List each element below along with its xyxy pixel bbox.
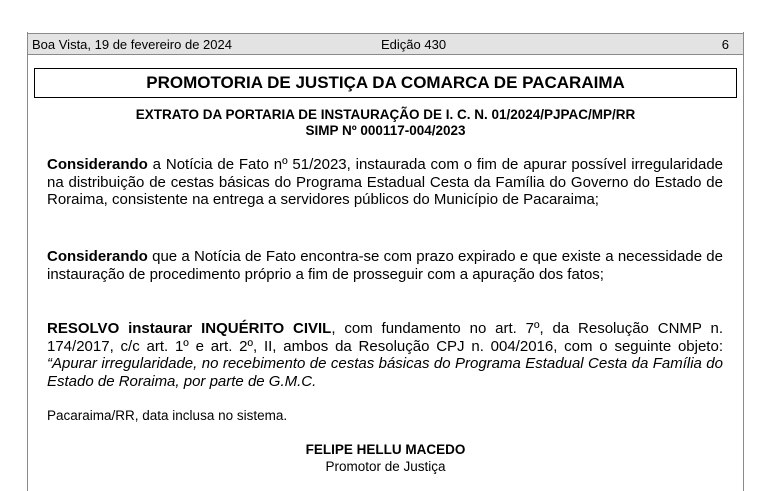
paragraph-text: a Notícia de Fato nº 51/2023, instaurada com o fim de apurar possível irregularidade na distribuição de cestas básicas do Programa Estadual Cesta da Família do Governo do Estado de Roraima, consistente na entrega a servidores públicos do Município de Pacaraima; <box>47 156 723 208</box>
paragraph-text: que a Notícia de Fato encontra-se com prazo expirado e que existe a necessidade de instauração de procedimento próprio a fim de prosseguir com a apuração dos fatos; <box>47 248 723 283</box>
paragraph-considerando-2 <box>47 248 723 283</box>
paragraph-lead: RESOLVO instaurar INQUÉRITO CIVIL <box>47 320 332 337</box>
gazette-header <box>28 33 743 55</box>
paragraph-resolvo <box>47 320 723 390</box>
extract-title: EXTRATO DA PORTARIA DE INSTAURAÇÃO DE I. C. N. 01/2024/PJPAC/MP/RR <box>135 107 636 122</box>
left-margin-rule <box>27 32 28 491</box>
right-margin-rule <box>743 32 744 491</box>
header-date: Boa Vista, 19 de fevereiro de 2024 <box>32 37 232 52</box>
paragraph-considerando-1 <box>47 156 723 209</box>
header-page-number: 6 <box>721 37 729 52</box>
paragraph-lead: Considerando <box>47 248 148 265</box>
signature-name: FELIPE HELLU MACEDO <box>305 442 466 457</box>
closing-line: Pacaraima/RR, data inclusa no sistema. <box>47 408 288 423</box>
paragraph-text: , com fundamento no art. 7º, da Resolução CNMP n. 174/2017, c/c art. 1º e art. 2º, II, ambos da Resolução CPJ n. 004/2016, com o seguinte objeto: <box>47 320 723 355</box>
simp-number: SIMP Nº 000117-004/2023 <box>305 123 466 138</box>
paragraph-lead: Considerando <box>47 156 148 173</box>
header-edition: Edição 430 <box>381 37 447 52</box>
paragraph-quote: “Apurar irregularidade, no recebimento de cestas básicas do Programa Estadual Cesta da Família do Estado de Roraima, por parte de G.M.C. <box>47 355 723 390</box>
signature-role: Promotor de Justiça <box>325 459 446 474</box>
document-title: PROMOTORIA DE JUSTIÇA DA COMARCA DE PACARAIMA <box>34 68 737 98</box>
